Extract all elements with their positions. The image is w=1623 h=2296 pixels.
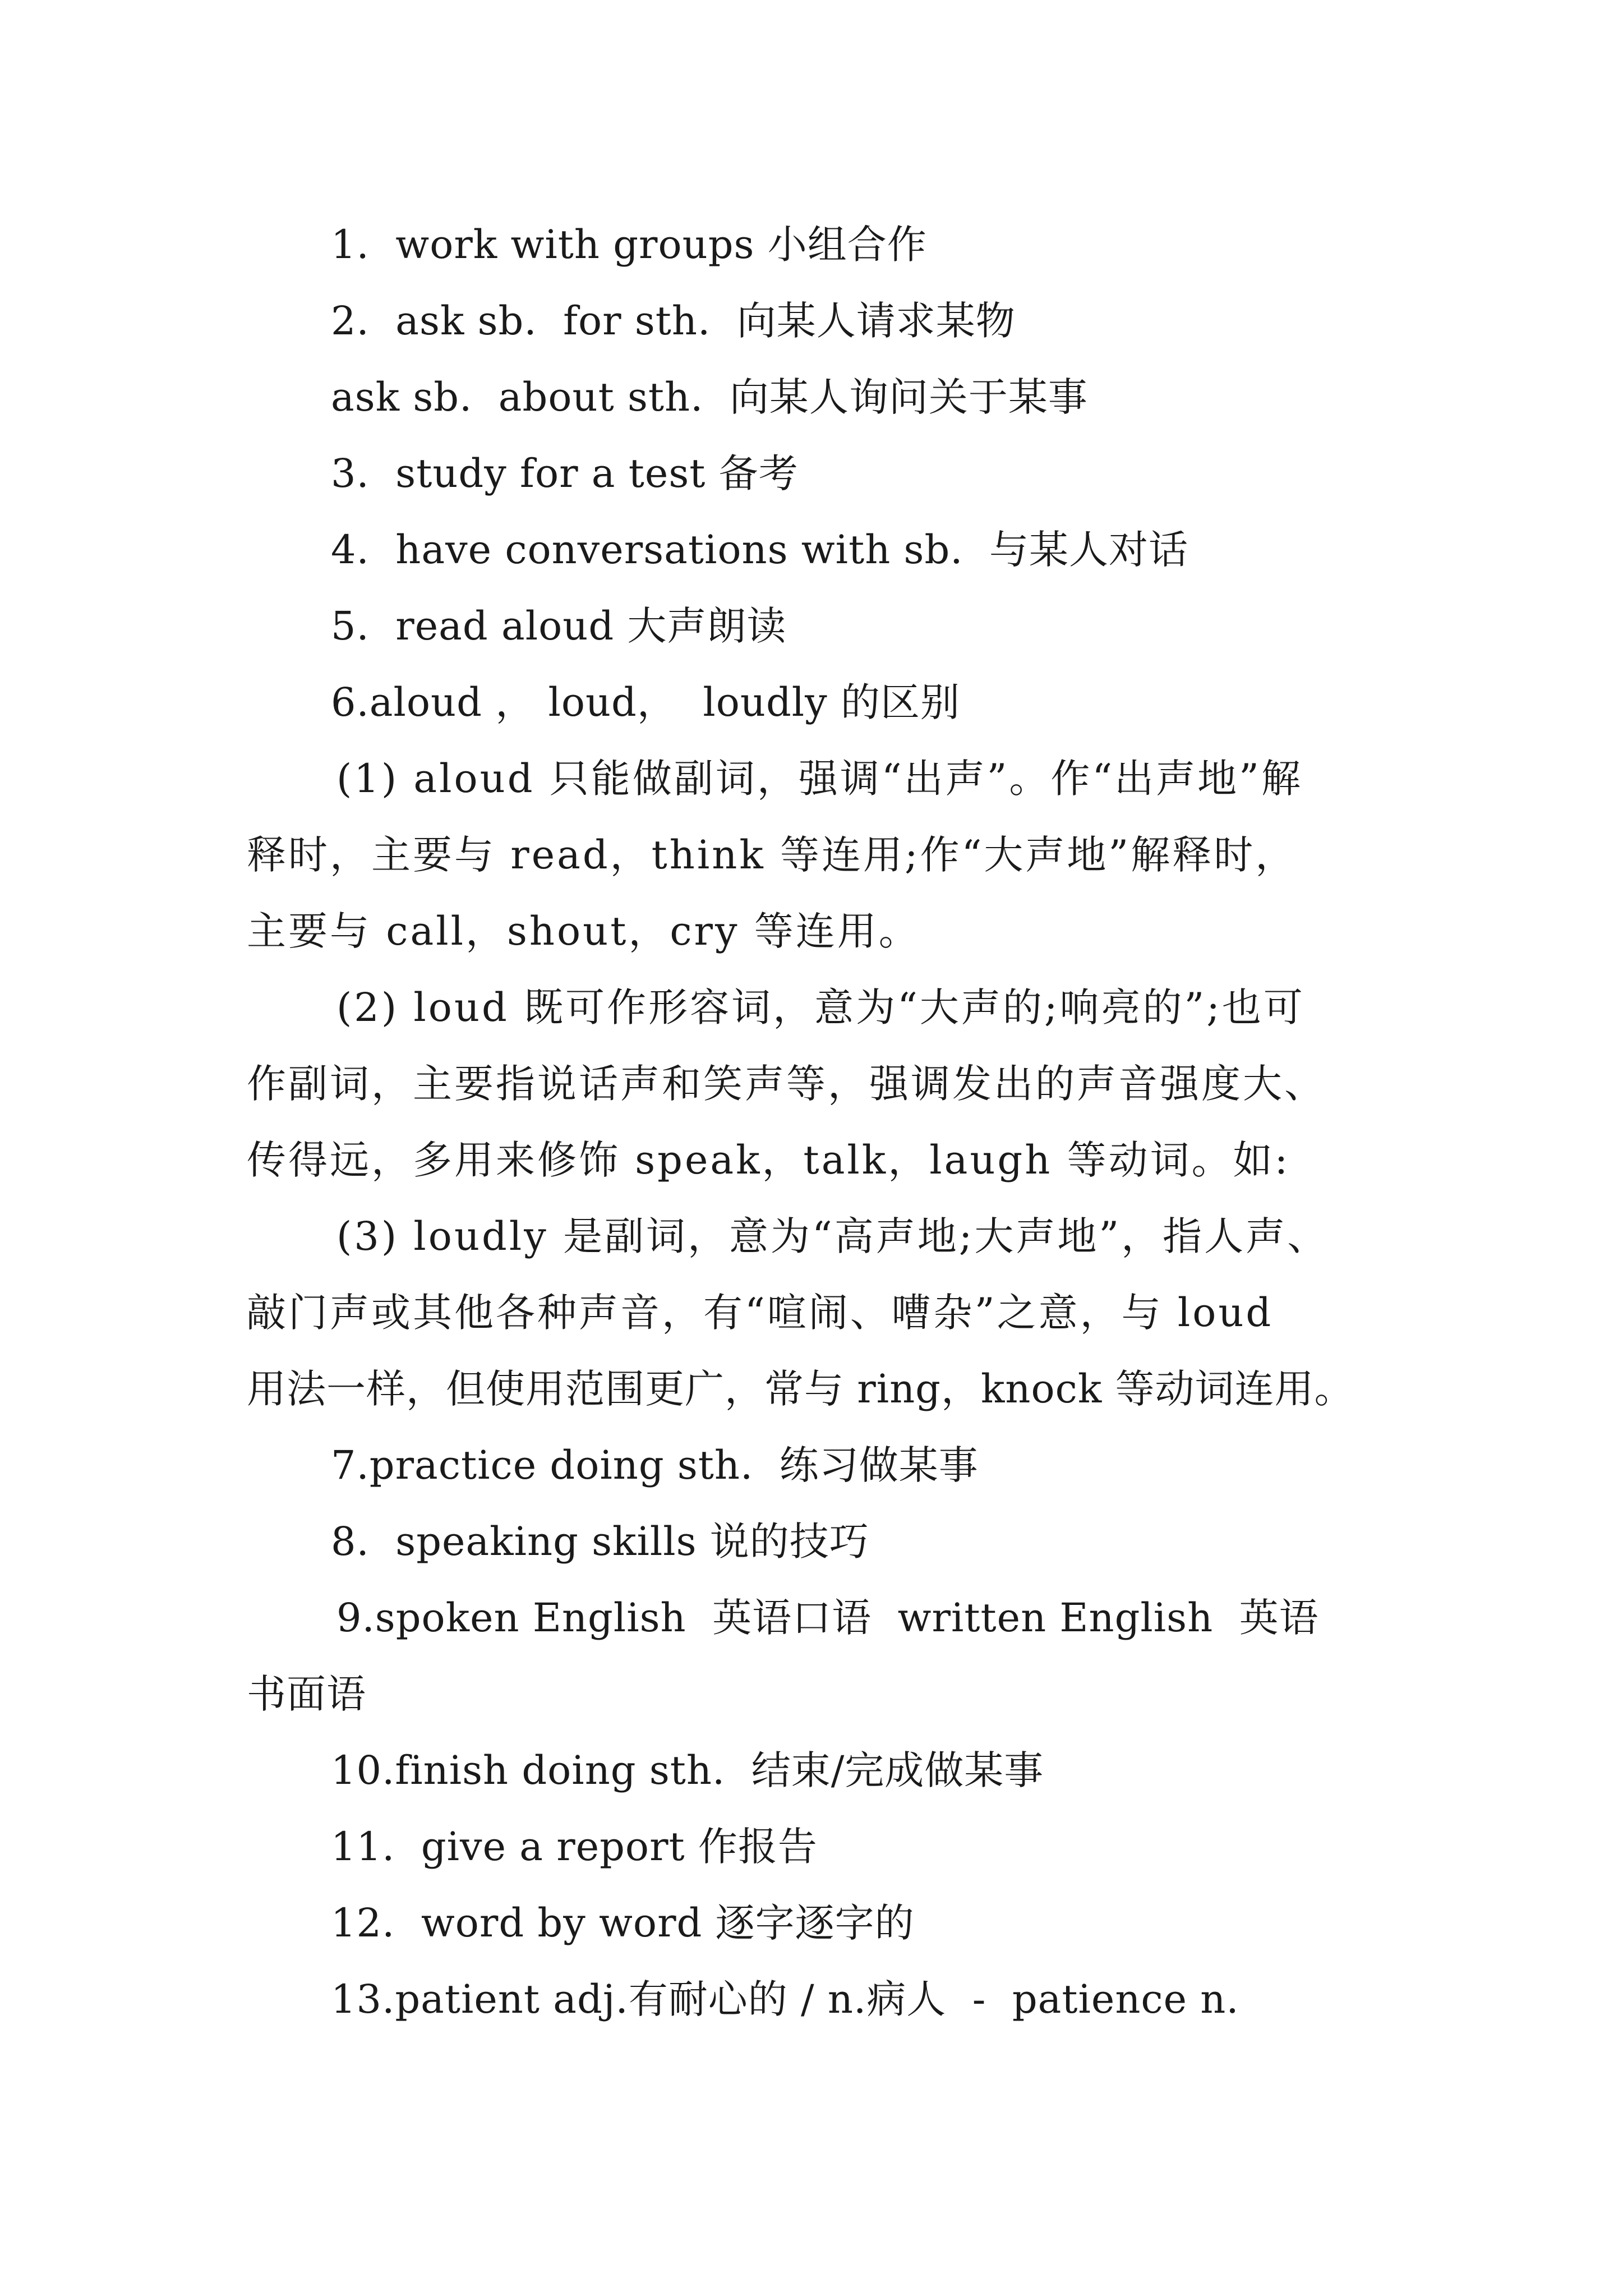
line-12: 作副词，主要指说话声和笑声等，强调发出的声音强度大、: [247, 1061, 1326, 1107]
line-1: 1. work with groups 小组合作: [331, 222, 927, 268]
line-11: (2) loud 既可作形容词，意为“大声的;响亮的”;也可: [336, 984, 1305, 1030]
line-23: 12. word by word 逐字逐字的: [331, 1900, 915, 1946]
line-15: 敲门声或其他各种声音，有“喧闹、嘈杂”之意，与 loud: [247, 1290, 1274, 1336]
line-19: 9.spoken English 英语口语 written English 英语: [336, 1595, 1319, 1641]
line-14: (3) loudly 是副词，意为“高声地;大声地”，指人声、: [336, 1213, 1329, 1259]
line-3: ask sb. about sth. 向某人询问关于某事: [331, 374, 1088, 420]
line-21: 10.finish doing sth. 结束/完成做某事: [331, 1747, 1044, 1793]
line-6: 5. read aloud 大声朗读: [331, 603, 787, 649]
line-18: 8. speaking skills 说的技巧: [331, 1519, 869, 1565]
line-9: 释时，主要与 read，think 等连用;作“大声地”解释时，: [247, 832, 1297, 878]
line-4: 3. study for a test 备考: [331, 450, 799, 496]
line-13: 传得远，多用来修饰 speak，talk，laugh 等动词。如:: [247, 1137, 1290, 1183]
line-2: 2. ask sb. for sth. 向某人请求某物: [331, 298, 1016, 344]
line-22: 11. give a report 作报告: [331, 1824, 818, 1870]
line-20: 书面语: [247, 1671, 366, 1717]
line-17: 7.practice doing sth. 练习做某事: [331, 1442, 979, 1488]
line-8: (1) aloud 只能做副词，强调“出声”。作“出声地”解: [336, 756, 1303, 802]
line-7: 6.aloud ， loud， loudly 的区别: [331, 679, 960, 725]
line-24: 13.patient adj.有耐心的 / n.病人 - patience n.: [331, 1976, 1239, 2022]
line-5: 4. have conversations with sb. 与某人对话: [331, 527, 1189, 573]
line-16: 用法一样，但使用范围更广，常与 ring，knock 等动词连用。: [247, 1366, 1354, 1412]
line-10: 主要与 call，shout，cry 等连用。: [247, 908, 920, 954]
